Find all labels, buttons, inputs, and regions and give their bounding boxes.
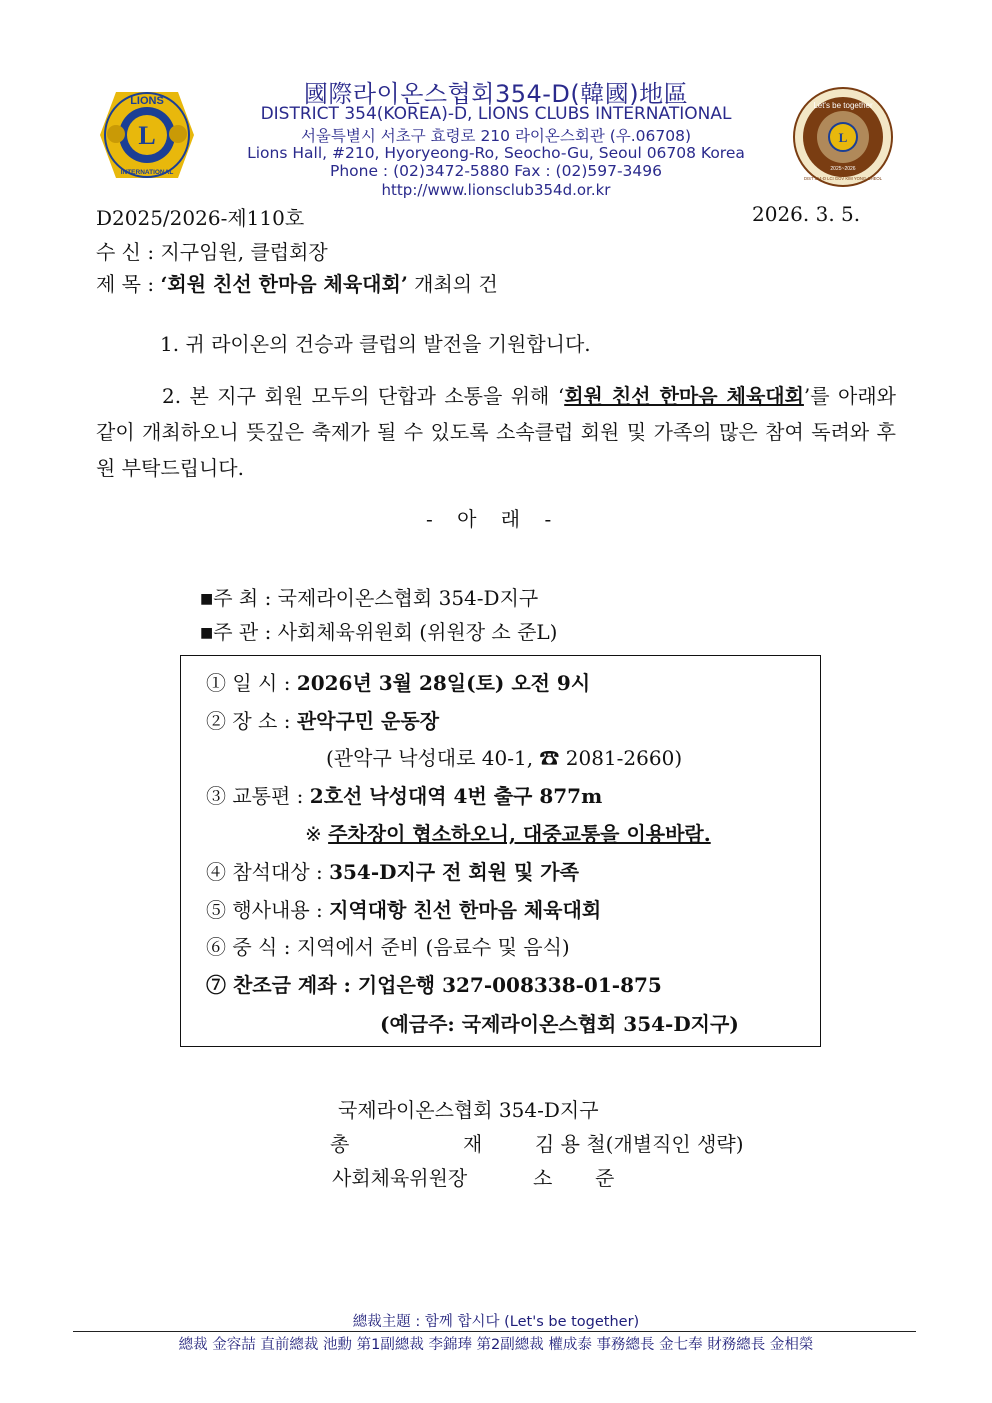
host-text: 주 최 : 국제라이온스협회 354-D지구 [213, 586, 539, 610]
detail-datetime [206, 667, 590, 696]
detail-account-holder: (예금주: 국제라이온스협회 354-D지구) [380, 1012, 739, 1036]
subject-title: ‘회원 친선 한마음 체육대회’ [160, 272, 408, 296]
district-governor-badge [792, 86, 894, 188]
footer-motto: 總裁主題 : 함께 합시다 (Let's be together) [352, 1314, 640, 1330]
signature-organization: 국제라이온스협회 354-D지구 [338, 1098, 599, 1122]
detail-transport [206, 780, 602, 809]
signature-title-1a: 총 [330, 1132, 350, 1156]
paragraph-2-lead: 2. 본 지구 회원 모두의 단합과 소통을 위해 ‘ [162, 384, 565, 408]
signature-name-governor: 김 용 철(개별직인 생략) [535, 1132, 744, 1156]
organizer-line [200, 616, 557, 645]
organization-english-name: DISTRICT 354(KOREA)-D, LIONS CLUBS INTERNATIONAL [260, 104, 732, 124]
detail-value: 관악구민 운동장 [296, 709, 440, 733]
svg-text:L: L [138, 121, 156, 150]
organizer-text: 주 관 : 사회체육위원회 (위원장 소 준L) [213, 620, 558, 644]
detail-value: 2026년 3월 28일(토) 오전 9시 [296, 671, 591, 695]
paragraph-2 [96, 378, 896, 486]
footer-divider [73, 1331, 916, 1332]
signature-name-2a: 소 [533, 1166, 553, 1190]
note-mark-icon: ※ [305, 822, 329, 846]
logo-left-sub: INTERNATIONAL [120, 169, 174, 176]
organization-title: 國際라이온스협회354-D(韓國)地區 [303, 80, 689, 108]
paragraph-2-rest: ’를 아래와 같이 개최하오니 뜻깊은 축제가 될 수 있도록 소속클럽 회원 및 가족의 많은 참여 독려와 후원 부탁드립니다. [96, 384, 896, 480]
badge-year-text: 2025~2026 [830, 166, 856, 172]
detail-parking-note [305, 818, 711, 847]
footer-officers: 總裁 金容喆 直前總裁 池勳 第1副總裁 李錦琫 第2副總裁 權成泰 事務總長 金七奉 財務總長 金相榮 [178, 1337, 814, 1353]
detail-program [206, 894, 601, 923]
recipient-line: 수 신 : 지구임원, 클럽회장 [96, 240, 328, 264]
bullet-square-icon: ■ [200, 591, 214, 607]
paragraph-1: 1. 귀 라이온의 건승과 클럽의 발전을 기원합니다. [160, 332, 591, 356]
phone-fax: Phone : (02)3472-5880 Fax : (02)597-3496 [329, 162, 662, 180]
website-link[interactable]: http://www.lionsclub354d.or.kr [381, 181, 611, 199]
host-line [200, 582, 538, 611]
paragraph-2-event-name: 회원 친선 한마음 체육대회 [564, 384, 804, 408]
parking-note-text: 주차장이 협소하오니, 대중교통을 이용바람. [328, 822, 711, 846]
signature-title-2: 사회체육위원장 [332, 1166, 468, 1190]
detail-value: 기업은행 327-008338-01-875 [357, 973, 662, 997]
detail-value: 지역대항 친선 한마음 체육대회 [329, 898, 602, 922]
subject-prefix: 제 목 : [96, 272, 161, 296]
signature-title-1b: 재 [463, 1132, 483, 1156]
detail-value: 2호선 낙성대역 4번 출구 877m [309, 784, 603, 808]
address-english: Lions Hall, #210, Hyoryeong-Ro, Seocho-Gu, Seoul 06708 Korea [247, 144, 745, 162]
bullet-square-icon: ■ [200, 625, 214, 641]
svg-text:L: L [838, 130, 848, 145]
document-number: D2025/2026-제110호 [96, 206, 305, 230]
detail-venue-address: (관악구 낙성대로 40-1, ☎ 2081-2660) [326, 746, 683, 770]
detail-label: ④ 참석대상 : [206, 860, 330, 884]
detail-donation-account [206, 969, 662, 998]
subject-line [96, 268, 498, 297]
section-heading: - 아 래 - [426, 507, 561, 531]
signature-name-2b: 준 [595, 1166, 615, 1190]
badge-bottom-text: DIST 354-D LCI GOV KIM YONG-CHEOL [803, 176, 883, 181]
subject-suffix: 개최의 건 [407, 272, 498, 296]
detail-lunch [206, 931, 570, 960]
badge-top-text: Let's be together [813, 101, 873, 110]
address-korean: 서울특별시 서초구 효령로 210 라이온스회관 (우.06708) [300, 127, 692, 145]
logo-left-text: LIONS [130, 95, 164, 107]
detail-value: 354-D지구 전 회원 및 가족 [329, 860, 579, 884]
detail-label: ⑤ 행사내용 : [206, 898, 330, 922]
detail-attendees [206, 856, 579, 885]
detail-label: ① 일 시 : [206, 671, 297, 695]
detail-label: ③ 교통편 : [206, 784, 310, 808]
document-date: 2026. 3. 5. [752, 202, 861, 226]
lions-international-logo [96, 84, 198, 186]
detail-value: 지역에서 준비 (음료수 및 음식) [296, 935, 570, 959]
detail-label: ⑦ 찬조금 계좌 : [206, 973, 358, 997]
detail-venue [206, 705, 439, 734]
detail-label: ② 장 소 : [206, 709, 297, 733]
detail-label: ⑥ 중 식 : [206, 935, 297, 959]
